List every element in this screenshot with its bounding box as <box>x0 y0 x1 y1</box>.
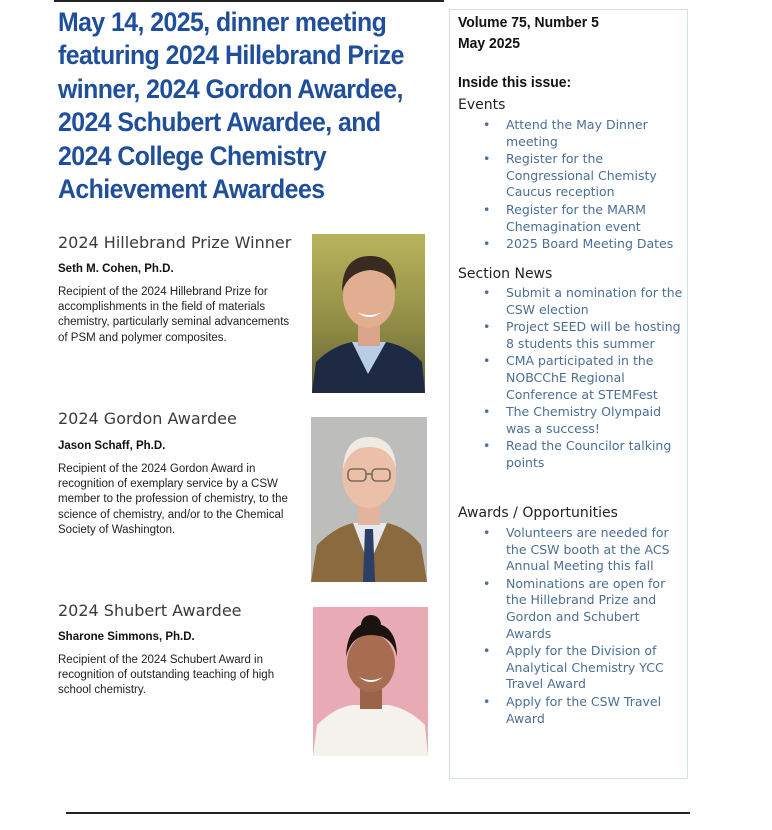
toc-section-news-list <box>458 285 686 473</box>
award-heading-gordon: 2024 Gordon Awardee <box>58 409 237 428</box>
toc-item-may-dinner[interactable]: • Attend the May Dinner meeting <box>483 117 648 149</box>
bullet-icon: • <box>483 236 491 252</box>
toc-awards-list <box>458 525 686 728</box>
toc-item-project-seed[interactable]: • Project SEED will be hosting 8 students this summer <box>483 319 681 351</box>
toc-events-list <box>458 117 686 254</box>
toc-item-councilor-points[interactable]: • Read the Councilor talking points <box>483 438 672 470</box>
awardee-name-cohen: Seth M. Cohen, Ph.D. <box>58 263 174 275</box>
photo-sharone-simmons <box>313 607 428 756</box>
section-title-section-news: Section News <box>458 266 553 282</box>
toc-item-caucus-reception[interactable]: • Register for the Congressional Chemisty Caucus reception <box>483 151 657 200</box>
section-title-events: Events <box>458 97 506 113</box>
toc-item-cma-nobcche[interactable]: • CMA participated in the NOBCChE Regional Conference at STEMFest <box>483 353 658 402</box>
issue-date: May 2025 <box>458 35 521 52</box>
award-description-hillebrand: Recipient of the 2024 Hillebrand Prize for accomplishments in the field of materials chemistry, particularly seminal advancements of PSM and polymer composites. <box>58 286 290 344</box>
bullet-icon: • <box>483 643 491 659</box>
toc-item-board-dates[interactable]: • 2025 Board Meeting Dates <box>483 236 674 252</box>
issue-info <box>458 12 599 54</box>
bullet-icon: • <box>483 285 491 300</box>
toc-item-chemistry-olympiad[interactable]: • The Chemistry Olympaid was a success! <box>483 404 662 436</box>
award-heading-shubert: 2024 Shubert Awardee <box>58 601 242 620</box>
toc-item-csw-travel-award[interactable]: • Apply for the CSW Travel Award <box>483 693 662 726</box>
bottom-rule <box>66 812 690 814</box>
bullet-icon: • <box>483 575 491 591</box>
volume-number: Volume 75, Number 5 <box>458 14 599 31</box>
bullet-icon: • <box>483 117 491 132</box>
awardee-name-schaff: Jason Schaff, Ph.D. <box>58 440 166 452</box>
bullet-icon: • <box>483 404 491 420</box>
bullet-icon: • <box>483 353 491 369</box>
bullet-icon: • <box>483 525 491 540</box>
bullet-icon: • <box>483 438 491 454</box>
toc-item-marm-chemagination[interactable]: • Register for the MARM Chemagination event <box>483 201 646 234</box>
award-description-gordon: Recipient of the 2024 Gordon Award in recognition of exemplary service by a CSW member to the profession of chemistry, to the science of chemistry, and/or to the Chemical Society of Washington. <box>58 463 288 536</box>
toc-item-csw-election[interactable]: • Submit a nomination for the CSW election <box>483 285 683 317</box>
award-heading-hillebrand: 2024 Hillebrand Prize Winner <box>58 233 292 252</box>
bullet-icon: • <box>483 201 491 217</box>
photo-jason-schaff <box>311 417 427 582</box>
photo-seth-cohen <box>312 234 425 393</box>
toc-item-nominations-open[interactable]: • Nominations are open for the Hillebrand Prize and Gordon and Schubert Awards <box>483 575 666 641</box>
inside-this-issue-title: Inside this issue: <box>458 74 572 91</box>
toc-item-ycc-travel-award[interactable]: • Apply for the Division of Analytical Chemistry YCC Travel Award <box>483 643 664 692</box>
top-rule <box>54 0 444 2</box>
section-title-awards-opportunities: Awards / Opportunities <box>458 505 618 521</box>
bullet-icon: • <box>483 151 491 167</box>
toc-item-volunteers-booth[interactable]: • Volunteers are needed for the CSW booth at the ACS Annual Meeting this fall <box>483 525 670 574</box>
award-description-shubert: Recipient of the 2024 Schubert Award in recognition of outstanding teaching of high school chemistry. <box>58 654 275 697</box>
bullet-icon: • <box>483 319 491 335</box>
headline: May 14, 2025, dinner meeting featuring 2024 Hillebrand Prize winner, 2024 Gordon Awardee, 2024 Schubert Awardee, and 2024 College Chemistry Achievement Awardees <box>58 7 404 205</box>
awardee-name-simmons: Sharone Simmons, Ph.D. <box>58 631 195 643</box>
bullet-icon: • <box>483 693 491 709</box>
